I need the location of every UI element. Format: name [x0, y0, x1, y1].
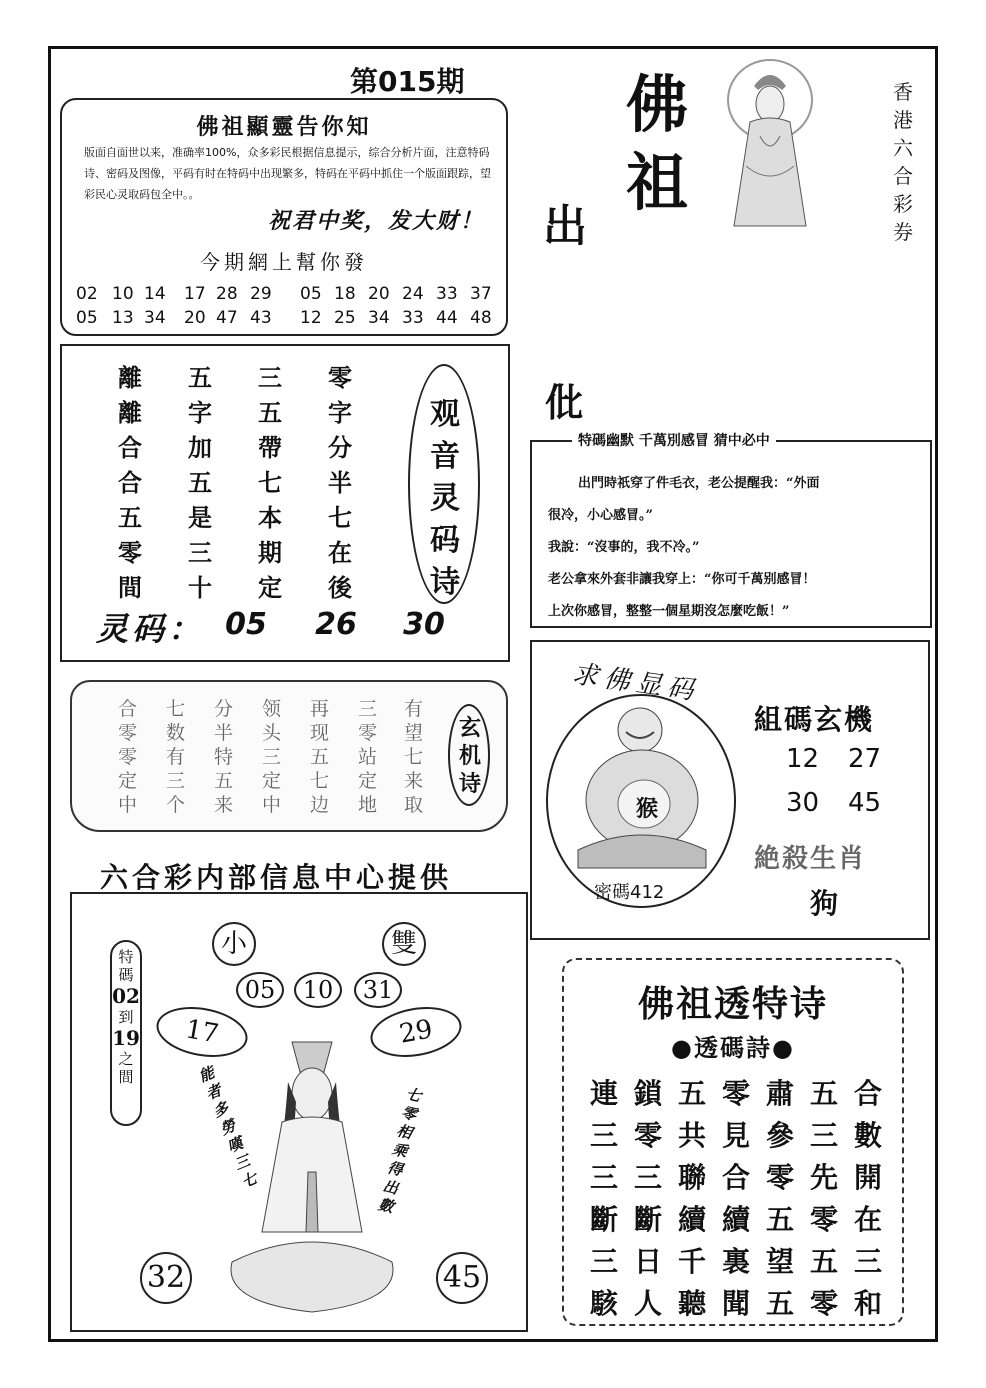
left-verse: 能者多勞嘆三七: [196, 1063, 260, 1192]
double-badge: 雙: [382, 922, 426, 966]
poem-char: 本: [258, 503, 282, 532]
special-poem-char: 連: [590, 1077, 619, 1110]
poem-char: 在: [328, 538, 352, 567]
poem-char: 零: [118, 538, 142, 567]
buddha-title: 佛祖: [625, 68, 688, 219]
scroll-char: 定: [262, 770, 282, 792]
poem-char: 後: [328, 573, 352, 602]
special-poem-char: 見: [722, 1119, 751, 1152]
scroll-char: 现: [310, 722, 330, 744]
special-poem-char: 續: [722, 1203, 751, 1236]
scroll-char: 定: [118, 770, 138, 792]
special-poem-title: 佛祖透特诗: [637, 983, 828, 1025]
number: 33: [402, 308, 424, 328]
special-to-label: 到: [118, 1008, 134, 1026]
joke-header: 特碼幽默 千萬別感冒 猜中必中: [572, 430, 776, 450]
scroll-char: 头: [262, 722, 282, 744]
poem-char: 字: [188, 398, 212, 427]
group-code-title: 組碼玄機: [754, 703, 875, 736]
poem-char: 是: [188, 503, 212, 532]
laughing-buddha-image: [566, 700, 716, 870]
kill-zodiac-animal: 狗: [810, 887, 839, 920]
scroll-char: 数: [166, 722, 186, 744]
scroll-char: 七: [166, 698, 186, 720]
special-poem-char: 鎖: [634, 1077, 663, 1110]
top-number: 05: [236, 972, 284, 1008]
special-poem-char: 三: [590, 1245, 619, 1278]
scroll-char: 个: [166, 794, 186, 816]
poem-char: 半: [328, 468, 352, 497]
poem-char: 離: [118, 398, 142, 427]
special-poem-char: 千: [678, 1245, 707, 1278]
special-poem-char: 零: [810, 1287, 839, 1320]
right-verse: 七零相乘得出數: [376, 1084, 423, 1217]
poem-oval-label: 观音灵码诗: [430, 397, 460, 600]
left-number: 17: [153, 1000, 252, 1063]
issue-number: 第015期: [350, 65, 465, 98]
special-poem-char: 駭: [590, 1287, 619, 1320]
poem-char: 五: [118, 503, 142, 532]
special-poem-char: 肅: [766, 1077, 795, 1110]
special-poem-char: 零: [766, 1161, 795, 1194]
scroll-char: 领: [262, 698, 282, 720]
scroll-char: 有: [404, 698, 424, 720]
top-number: 31: [354, 972, 402, 1008]
poem-char: 七: [258, 468, 282, 497]
scroll-char: 三: [166, 770, 186, 792]
number: 05: [76, 308, 98, 328]
calligraphy-glyph: 仳: [545, 380, 584, 425]
special-code-joke-box: [530, 433, 932, 628]
seated-guanyin-image: [212, 1022, 412, 1322]
poem-oval: [408, 364, 480, 604]
special-poem-char: 聞: [722, 1287, 751, 1320]
scroll-char: 来: [404, 770, 424, 792]
special-label: 之間: [118, 1050, 134, 1086]
buddha-arc-title: 求佛显码: [570, 659, 702, 707]
poem-char: 五: [188, 363, 212, 392]
small-badge: 小: [212, 922, 256, 966]
scroll-char: 零: [118, 746, 138, 768]
special-poem-char: 零: [810, 1203, 839, 1236]
scroll-char: 边: [310, 794, 330, 816]
special-poem-char: 五: [810, 1245, 839, 1278]
number: 34: [144, 308, 166, 328]
number: 48: [470, 308, 492, 328]
scroll-char: 半: [214, 722, 234, 744]
special-range-badge: [110, 940, 142, 1126]
scroll-char: 分: [214, 698, 234, 720]
special-label: 特碼: [118, 948, 134, 984]
special-poem-char: 人: [634, 1287, 663, 1320]
poem-char: 七: [328, 503, 352, 532]
special-poem-char: 和: [854, 1287, 883, 1320]
mystery-poem-scroll: [70, 680, 508, 832]
poem-char: 分: [328, 433, 352, 462]
scroll-oval: [448, 704, 490, 806]
poem-char: 離: [118, 363, 142, 392]
special-poem-char: 五: [810, 1077, 839, 1110]
special-poem-char: 聯: [678, 1161, 707, 1194]
scroll-char: 三: [262, 746, 282, 768]
joke-line: 我說：“沒事的，我不冷。”: [548, 540, 700, 555]
special-poem-char: 三: [634, 1161, 663, 1194]
scroll-char: 望: [404, 722, 424, 744]
number: 44: [436, 308, 458, 328]
buddha-notice-box: [60, 98, 508, 336]
calligraphy-glyph: 出: [543, 201, 587, 252]
poem-char: 三: [188, 538, 212, 567]
scroll-char: 零: [358, 722, 378, 744]
number: 47: [216, 308, 238, 328]
number: 12: [300, 308, 322, 328]
special-poem-char: 三: [590, 1161, 619, 1194]
special-poem-char: 開: [854, 1161, 883, 1194]
scroll-char: 特: [214, 746, 234, 768]
poem-char: 三: [258, 363, 282, 392]
lingma-label: 灵码：: [96, 610, 205, 648]
group-number: 12: [786, 744, 820, 774]
special-poem-char: 五: [766, 1203, 795, 1236]
number: 25: [334, 308, 356, 328]
number: 24: [402, 284, 424, 304]
joke-line: 很冷，小心感冒。”: [548, 508, 653, 523]
online-help-title: 今期網上幫你發: [200, 250, 368, 274]
scroll-char: 再: [310, 698, 330, 720]
number: 20: [184, 308, 206, 328]
poem-char: 期: [258, 538, 282, 567]
scroll-char: 取: [404, 794, 424, 816]
secret-code: 密碼412: [594, 882, 665, 903]
special-code-box: [70, 892, 528, 1332]
lingma-number: 05: [225, 607, 267, 642]
poem-char: 五: [258, 398, 282, 427]
number: 10: [112, 284, 134, 304]
number: 20: [368, 284, 390, 304]
top-number: 10: [294, 972, 342, 1008]
joke-line: 老公拿來外套非讓我穿上：“你可千萬别感冒！: [548, 572, 816, 587]
joke-line: 上次你感冒，整整一個星期沒怎麼吃飯！”: [548, 604, 790, 619]
special-to: 19: [112, 1026, 140, 1050]
notice-description: 版面自面世以来，准确率100%，众多彩民根据信息提示，综合分析片面，注意特码诗、密码及图像，平码有时在特码中出现繁多，特码在平码中抓住一个版面跟踪，望彩民心灵取码包全中。。: [84, 146, 491, 201]
special-poem-char: 合: [854, 1077, 883, 1110]
lingma-number: 26: [315, 607, 357, 642]
group-number: 30: [786, 788, 820, 818]
poem-char: 合: [118, 468, 142, 497]
special-poem-box: [562, 958, 904, 1326]
notice-wish: 祝君中奖，发大财！: [267, 208, 484, 234]
provided-by: 六合彩内部信息中心提供: [100, 861, 453, 894]
kill-zodiac-title: 絶殺生肖: [754, 844, 867, 874]
poem-char: 間: [118, 573, 142, 602]
special-poem-char: 零: [634, 1119, 663, 1152]
poem-char: 加: [188, 433, 212, 462]
number: 37: [470, 284, 492, 304]
special-poem-char: 日: [634, 1245, 663, 1278]
scroll-char: 零: [118, 722, 138, 744]
special-poem-subtitle: ●透碼詩●: [671, 1033, 795, 1062]
scroll-char: 有: [166, 746, 186, 768]
special-poem-char: 零: [722, 1077, 751, 1110]
buddha-code-box: [530, 640, 930, 940]
poem-char: 定: [258, 573, 282, 602]
scroll-char: 合: [118, 698, 138, 720]
special-poem-char: 續: [678, 1203, 707, 1236]
special-poem-char: 望: [766, 1245, 795, 1278]
scroll-char: 中: [118, 794, 138, 816]
buddha-zodiac: 猴: [636, 796, 659, 822]
scroll-char: 五: [310, 746, 330, 768]
number: 43: [250, 308, 272, 328]
poem-char: 字: [328, 398, 352, 427]
number: 28: [216, 284, 238, 304]
special-poem-char: 合: [722, 1161, 751, 1194]
hk-lottery-label: 香港六合彩券: [893, 80, 913, 244]
scroll-char: 七: [310, 770, 330, 792]
special-poem-char: 三: [854, 1245, 883, 1278]
scroll-char: 定: [358, 770, 378, 792]
special-poem-char: 斷: [590, 1203, 619, 1236]
scroll-char: 五: [214, 770, 234, 792]
special-poem-char: 共: [678, 1119, 707, 1152]
special-poem-char: 斷: [634, 1203, 663, 1236]
special-poem-char: 數: [854, 1119, 883, 1152]
number: 17: [184, 284, 206, 304]
scroll-label: 玄机诗: [458, 715, 481, 797]
special-poem-char: 五: [678, 1077, 707, 1110]
notice-title: 佛祖顯靈告你知: [196, 114, 372, 140]
number: 33: [436, 284, 458, 304]
special-poem-char: 裏: [722, 1245, 751, 1278]
right-number: 29: [367, 1000, 466, 1063]
special-poem-char: 在: [854, 1203, 883, 1236]
special-poem-char: 聽: [678, 1287, 707, 1320]
number: 14: [144, 284, 166, 304]
scroll-char: 来: [214, 794, 234, 816]
number: 13: [112, 308, 134, 328]
group-number: 27: [848, 744, 882, 774]
poem-char: 十: [188, 573, 212, 602]
number: 34: [368, 308, 390, 328]
number: 29: [250, 284, 272, 304]
special-from: 02: [112, 984, 140, 1008]
guanyin-image: [710, 56, 830, 232]
special-poem-char: 三: [590, 1119, 619, 1152]
number: 02: [76, 284, 98, 304]
number: 18: [334, 284, 356, 304]
bottom-left-number: 32: [140, 1252, 192, 1304]
group-number: 45: [848, 788, 882, 818]
special-poem-char: 三: [810, 1119, 839, 1152]
poem-char: 零: [328, 363, 352, 392]
scroll-char: 地: [358, 794, 378, 816]
scroll-char: 站: [358, 746, 378, 768]
special-poem-char: 五: [766, 1287, 795, 1320]
joke-line: 出門時祇穿了件毛衣，老公提醒我：“外面: [578, 476, 820, 491]
special-poem-char: 先: [810, 1161, 839, 1194]
scroll-char: 三: [358, 698, 378, 720]
bottom-right-number: 45: [436, 1252, 488, 1304]
scroll-char: 中: [262, 794, 282, 816]
poem-char: 五: [188, 468, 212, 497]
number: 05: [300, 284, 322, 304]
poem-char: 帶: [258, 433, 282, 462]
special-poem-char: 參: [766, 1119, 795, 1152]
poem-char: 合: [118, 433, 142, 462]
scroll-char: 七: [404, 746, 424, 768]
lingma-number: 30: [403, 607, 445, 642]
